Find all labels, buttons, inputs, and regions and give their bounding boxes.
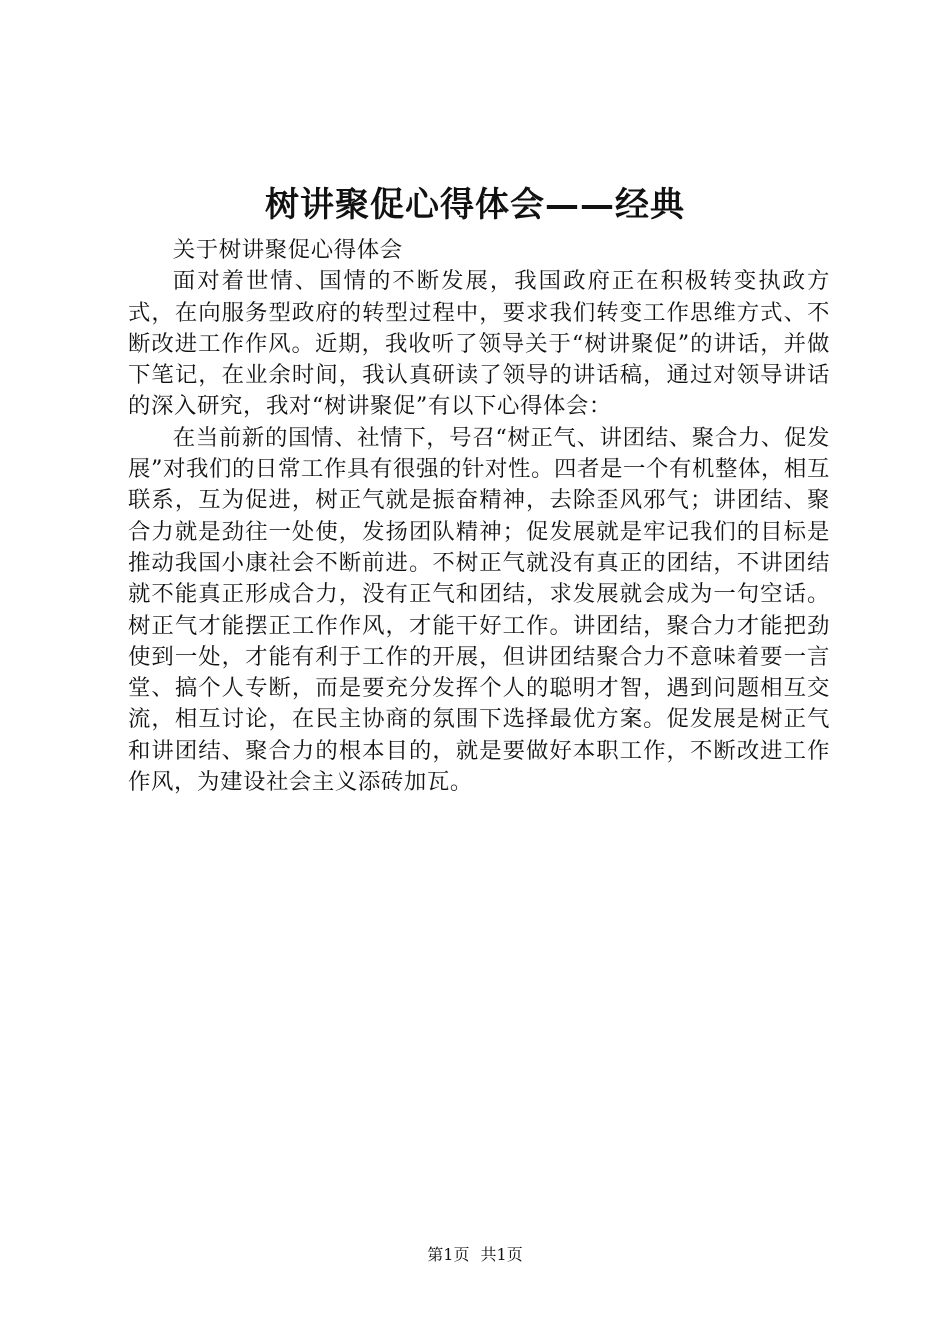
page-footer xyxy=(0,1243,950,1267)
document-title: 树讲聚促心得体会——经典 xyxy=(265,185,685,225)
page-total: 共1页 xyxy=(480,1245,523,1264)
paragraph-1: 面对着世情、国情的不断发展，我国政府正在积极转变执政方式，在向服务型政府的转型过程中，要求我们转变工作思维方式、不断改进工作作风。近期，我收听了领导关于“树讲聚促”的讲话，并做下笔记，在业余时间，我认真研读了领导的讲话稿，通过对领导讲话的深入研究，我对“树讲聚促”有以下心得体会： xyxy=(128,268,830,420)
document-body xyxy=(128,235,830,798)
paragraph-2: 在当前新的国情、社情下，号召“树正气、讲团结、聚合力、促发展”对我们的日常工作具有很强的针对性。四者是一个有机整体，相互联系，互为促进，树正气就是振奋精神，去除歪风邪气；讲团结、聚合力就是劲往一处使，发扬团队精神；促发展就是牢记我们的目标是推动我国小康社会不断前进。不树正气就没有真正的团结，不讲团结就不能真正形成合力，没有正气和团结，求发展就会成为一句空话。树正气才能摆正工作作风，才能干好工作。讲团结，聚合力才能把劲使到一处，才能有利于工作的开展，但讲团结聚合力不意味着要一言堂、搞个人专断，而是要充分发挥个人的聪明才智，遇到问题相互交流，相互讨论，在民主协商的氛围下选择最优方案。促发展是树正气和讲团结、聚合力的根本目的，就是要做好本职工作，不断改进工作作风，为建设社会主义添砖加瓦。 xyxy=(128,424,830,796)
page-number: 第1页 xyxy=(427,1245,470,1264)
document-subtitle: 关于树讲聚促心得体会 xyxy=(172,237,403,263)
